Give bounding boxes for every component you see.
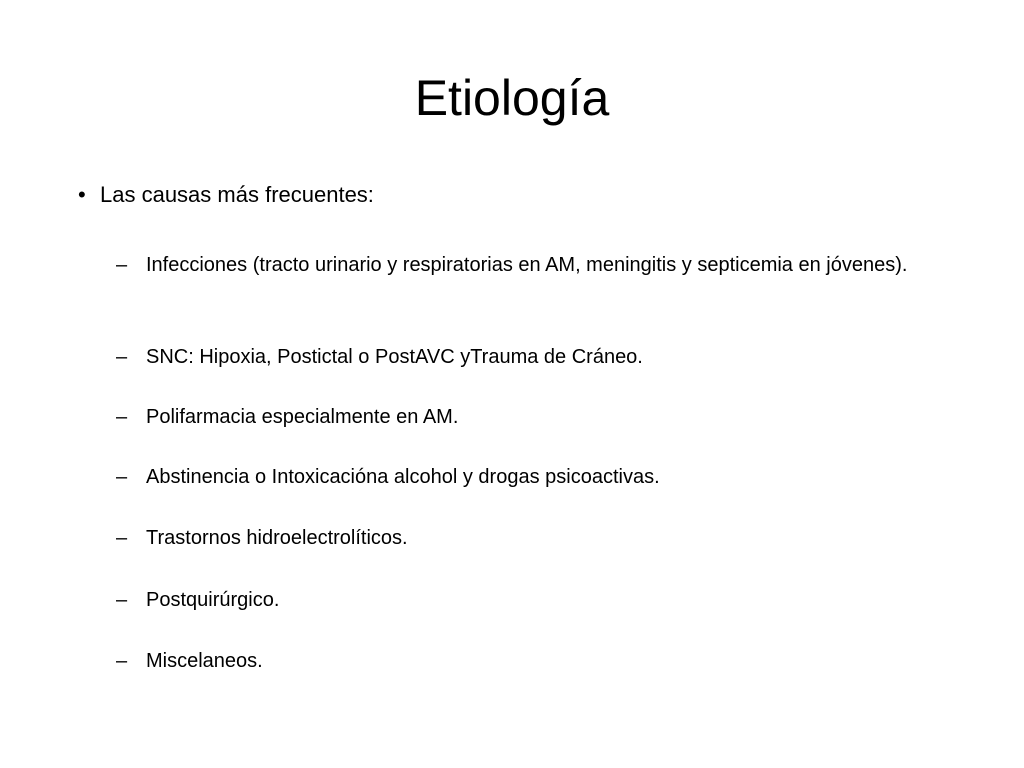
main-bullet-text: Las causas más frecuentes: [100,182,374,207]
slide-title: Etiología [414,70,610,126]
dash-marker: – [116,346,128,368]
dash-marker: – [116,254,128,276]
sub-item-text: Miscelaneos. [146,650,263,672]
dash-marker: – [116,406,128,428]
dash-marker: – [116,650,128,672]
sub-item-text: Polifarmacia especialmente en AM. [146,406,459,428]
sub-item-text: Abstinencia o Intoxicacióna alcohol y drogas psicoactivas. [146,466,660,488]
dash-marker: – [116,466,128,488]
sub-item-text: Postquirúrgico. [146,589,280,611]
bullet-marker: • [78,182,86,207]
sub-item-text: Infecciones (tracto urinario y respiratorias en AM, meningitis y septicemia en jóvenes). [146,254,908,276]
sub-item-text: Trastornos hidroelectrolíticos. [146,527,408,549]
dash-marker: – [116,589,128,611]
sub-item-text: SNC: Hipoxia, Postictal o PostAVC yTrauma de Cráneo. [146,346,643,368]
dash-marker: – [116,527,128,549]
